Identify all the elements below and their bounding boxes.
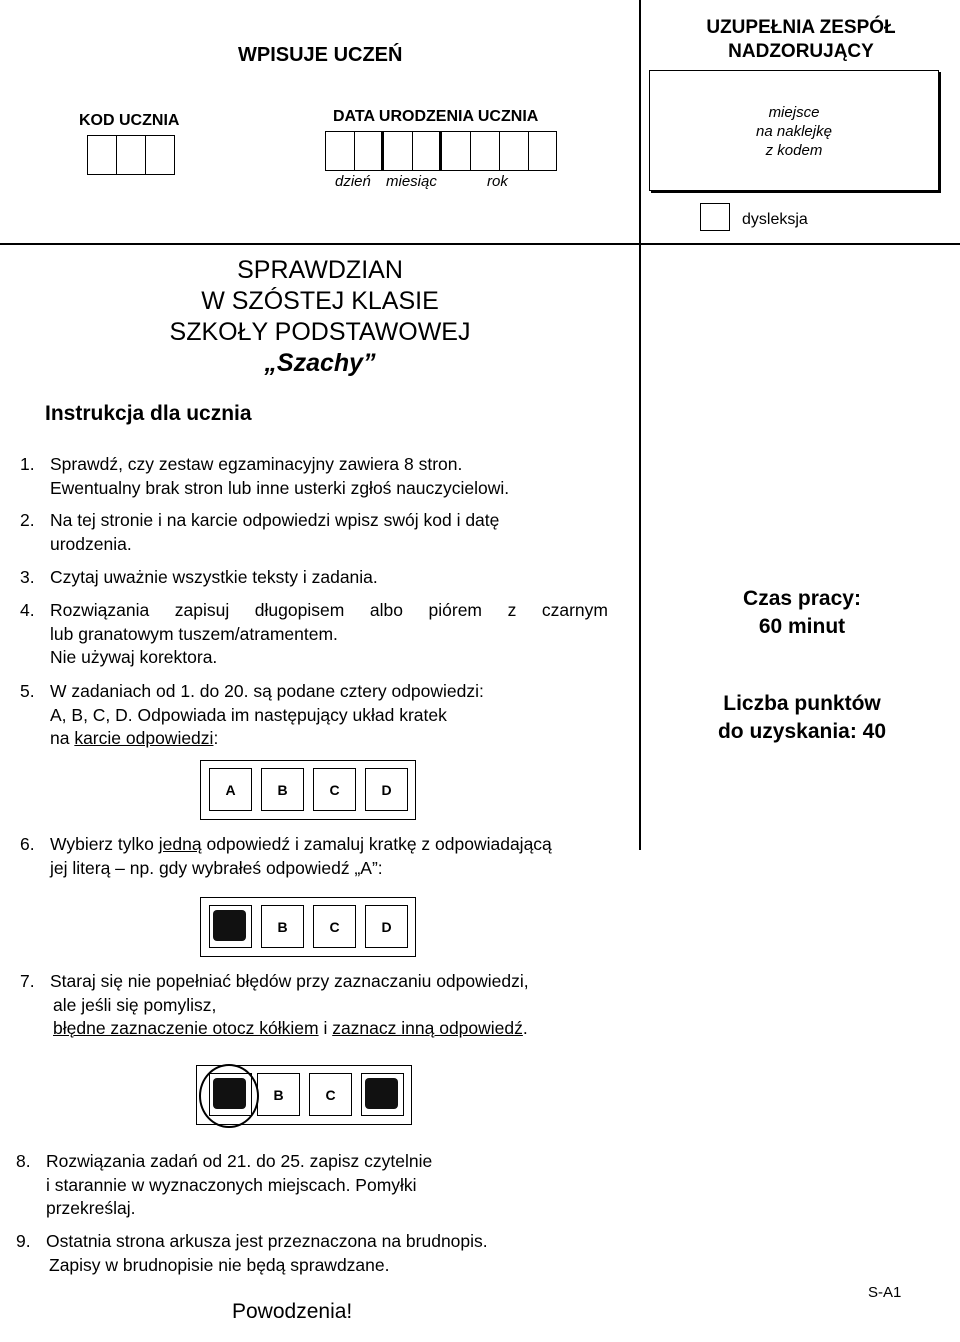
horizontal-divider [0, 243, 960, 245]
answer-grid-corrected-example [196, 1065, 412, 1125]
dzien-label: dzień [335, 173, 371, 190]
kod-label: KOD UCZNIA [79, 112, 180, 129]
sticker-box: miejsce na naklejkę z kodem [649, 70, 939, 191]
right-header-title: UZUPEŁNIA ZESPÓŁ NADZORUJĄCY [706, 17, 896, 62]
answer-box-b: B [261, 768, 304, 811]
answer-box-c: C [313, 768, 356, 811]
powodzenia: Powodzenia! [232, 1300, 353, 1323]
czas-pracy: Czas pracy: 60 minut [743, 587, 861, 638]
miesiac-label: miesiąc [386, 173, 437, 190]
answer-grid-example [200, 760, 416, 820]
answer-box-d: D [365, 905, 408, 948]
data-label: DATA URODZENIA UCZNIA [333, 108, 539, 125]
data-urodzenia-field[interactable] [325, 131, 557, 171]
rok-label: rok [487, 173, 508, 190]
answer-box-b: B [257, 1073, 300, 1116]
correction-circle [199, 1064, 259, 1128]
vertical-divider [639, 0, 641, 850]
answer-box-a-filled [209, 905, 252, 948]
answer-box-c: C [309, 1073, 352, 1116]
answer-box-b: B [261, 905, 304, 948]
liczba-punktow: Liczba punktów do uzyskania: 40 [717, 692, 887, 743]
answer-grid-filled-example [200, 897, 416, 957]
kod-ucznia-field[interactable] [87, 135, 175, 175]
dysleksja-label: dysleksja [742, 211, 808, 228]
dysleksja-checkbox[interactable] [700, 203, 730, 231]
answer-box-d: D [365, 768, 408, 811]
answer-box-a: A [209, 768, 252, 811]
left-header-title: WPISUJE UCZEŃ [238, 44, 403, 66]
answer-box-c: C [313, 905, 356, 948]
instructions-heading: Instrukcja dla ucznia [45, 402, 252, 425]
answer-box-d-filled [361, 1073, 404, 1116]
page-code: S-A1 [868, 1284, 902, 1301]
exam-title: SPRAWDZIAN W SZÓSTEJ KLASIE SZKOŁY PODSTAWOWEJ „Szachy” [169, 256, 471, 377]
